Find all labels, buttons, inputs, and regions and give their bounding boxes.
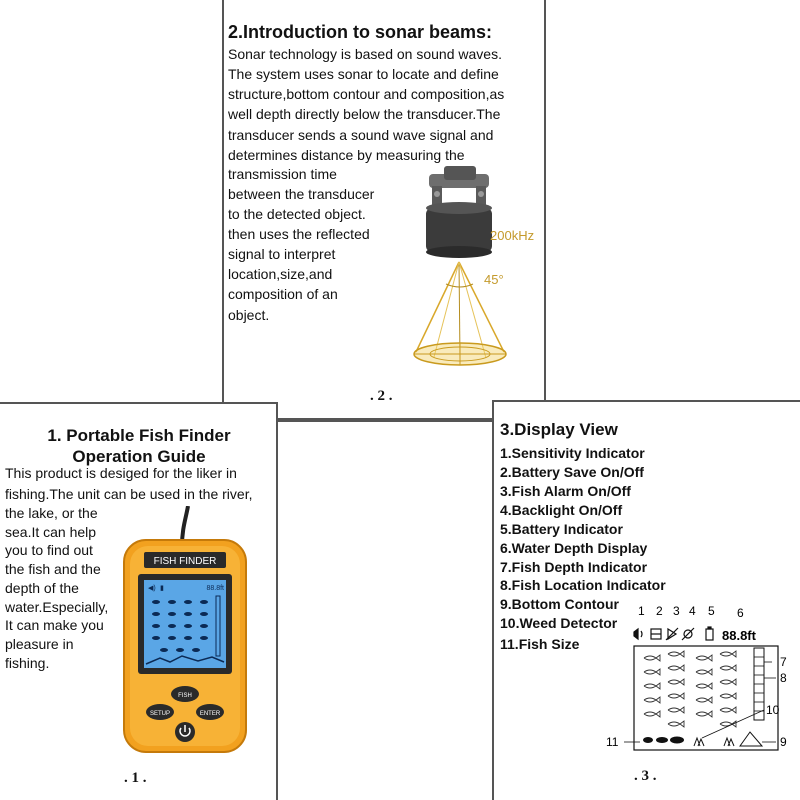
fish-icon <box>168 600 176 604</box>
page3-title: 3.Display View <box>500 420 618 439</box>
device-screen <box>144 580 226 668</box>
fish-location-icon <box>696 697 712 703</box>
page1-text-line: depth of the <box>5 580 79 596</box>
page2-text-line: composition of an <box>228 286 338 302</box>
fish-icon <box>184 612 192 616</box>
transducer-body-shape <box>426 208 492 252</box>
display-item: 2.Battery Save On/Off <box>500 464 644 480</box>
page-number: . 2 . <box>370 388 393 404</box>
device-sensitivity-icon: ◀) <box>148 585 156 592</box>
display-item: 10.Weed Detector <box>500 615 618 631</box>
page1-text-line: fishing.The unit can be used in the river, <box>5 486 253 502</box>
fish-icon <box>152 600 160 604</box>
lcd-screen-frame <box>634 646 778 750</box>
page1-text-line: you to find out <box>5 542 93 558</box>
beam-edge-line <box>416 262 459 352</box>
enter-button-label: ENTER <box>199 711 221 717</box>
page2-text-line: to the detected object. <box>228 206 366 222</box>
fish-location-icon <box>720 665 736 671</box>
fish-size-medium-icon <box>656 737 668 743</box>
transducer-sonar-figure <box>394 162 544 380</box>
callout-number: 5 <box>708 604 715 618</box>
fish-location-icon <box>720 679 736 685</box>
page2-text-line: location,size,and <box>228 266 333 282</box>
fish-finder-device <box>120 506 250 756</box>
fish-location-icon <box>644 711 660 717</box>
fish-location-icon <box>668 693 684 699</box>
fish-location-icon <box>644 697 660 703</box>
fish-icon <box>200 636 208 640</box>
page-1 <box>0 402 278 800</box>
display-item: 5.Battery Indicator <box>500 521 623 537</box>
callout-number: 11 <box>606 735 619 749</box>
fish-location-icon <box>644 669 660 675</box>
page1-text-line: water.Especially, <box>5 599 109 615</box>
fish-location-icon <box>720 651 736 657</box>
battery-tip-icon <box>708 627 711 629</box>
device-battery-icon: ▮ <box>160 585 164 592</box>
fish-size-small-icon <box>643 737 653 743</box>
page2-text-line: object. <box>228 307 270 323</box>
fish-icon <box>168 612 176 616</box>
display-item: 7.Fish Depth Indicator <box>500 559 648 575</box>
page-number: . 3 . <box>634 768 657 784</box>
page2-text-line: then uses the reflected <box>228 226 370 242</box>
page2-title: 2.Introduction to sonar beams: <box>228 22 493 42</box>
page2-text-line: well depth directly below the transducer.The <box>228 106 501 122</box>
fish-icon <box>200 612 208 616</box>
lcd-display-diagram <box>604 598 800 758</box>
fish-size-large-icon <box>670 737 684 744</box>
fish-icon <box>152 612 160 616</box>
page1-text-line: the fish and the <box>5 561 101 577</box>
page2-text-line: The system uses sonar to locate and define <box>228 66 499 82</box>
display-item: 11.Fish Size <box>500 636 580 652</box>
fish-location-icon <box>720 693 736 699</box>
fish-button-label: FISH <box>178 693 192 699</box>
fish-location-icon <box>668 651 684 657</box>
page2-text-line: signal to interpret <box>228 246 336 262</box>
fish-location-icon <box>696 669 712 675</box>
fish-location-icon <box>668 679 684 685</box>
callout-number: 10 <box>766 703 780 717</box>
page1-text-line: pleasure in <box>5 636 74 652</box>
fish-location-icon <box>644 655 660 661</box>
page2-text-line: transducer sends a sound wave signal and <box>228 127 494 143</box>
fish-location-icon <box>644 683 660 689</box>
bracket-top-shape <box>444 166 476 180</box>
page1-title-line2: Operation Guide <box>72 447 206 466</box>
page2-text-line: between the transducer <box>228 186 375 202</box>
callout-number: 9 <box>780 735 787 749</box>
sensitivity-wave-icon <box>641 631 642 637</box>
battery-indicator-icon <box>706 629 713 640</box>
callout-leader-line <box>702 710 764 738</box>
fish-icon <box>192 648 200 652</box>
fish-icon <box>152 636 160 640</box>
display-item: 1.Sensitivity Indicator <box>500 445 645 461</box>
page-2 <box>222 0 546 420</box>
callout-number: 4 <box>689 604 696 618</box>
display-item: 9.Bottom Contour <box>500 596 619 612</box>
fish-icon <box>168 636 176 640</box>
fish-icon <box>168 624 176 628</box>
device-brand-label: FISH FINDER <box>153 556 217 567</box>
weed-detector-icon <box>694 738 704 746</box>
fish-icon <box>184 636 192 640</box>
device-depth-readout: 88.8ft <box>206 585 224 592</box>
page1-text-line: sea.It can help <box>5 524 97 540</box>
display-item: 6.Water Depth Display <box>500 540 648 556</box>
fish-icon <box>184 624 192 628</box>
display-item: 8.Fish Location Indicator <box>500 577 666 593</box>
water-depth-display: 88.8ft <box>722 628 756 643</box>
angle-label: 45° <box>484 272 504 287</box>
bottom-contour-icon <box>740 732 762 746</box>
page-number: . 1 . <box>124 770 147 786</box>
callout-number: 2 <box>656 604 663 618</box>
page1-text-line: It can make you <box>5 617 104 633</box>
fish-icon <box>152 624 160 628</box>
page1-text-line: fishing. <box>5 655 50 671</box>
page2-text-line: determines distance by measuring the <box>228 147 465 163</box>
callout-number: 7 <box>780 655 787 669</box>
page2-text-line: transmission time <box>228 166 337 182</box>
fish-icon <box>200 624 208 628</box>
callout-number: 8 <box>780 671 787 685</box>
page1-text-line: the lake, or the <box>5 505 98 521</box>
display-item: 4.Backlight On/Off <box>500 502 623 518</box>
callout-number: 6 <box>737 606 744 620</box>
fish-location-icon <box>696 711 712 717</box>
sensitivity-icon <box>634 629 638 639</box>
fish-location-icon <box>668 665 684 671</box>
fish-location-icon <box>668 721 684 727</box>
transducer-bottom-shape <box>426 246 492 258</box>
fish-icon <box>176 648 184 652</box>
bolt-shape <box>478 191 484 197</box>
fish-location-icon <box>696 655 712 661</box>
fish-location-icon <box>720 707 736 713</box>
bolt-shape <box>434 191 440 197</box>
fish-location-icon <box>668 707 684 713</box>
page-3 <box>492 400 800 800</box>
callout-number: 1 <box>638 604 645 618</box>
fish-icon <box>184 600 192 604</box>
frequency-label: 200kHz <box>490 228 535 243</box>
page2-text-line: structure,bottom contour and composition,as <box>228 86 505 102</box>
fish-location-icon <box>696 683 712 689</box>
page1-text-line: This product is desiged for the liker in <box>5 465 237 481</box>
weed-icon <box>724 738 734 746</box>
page1-title-line1: 1. Portable Fish Finder <box>47 426 231 445</box>
transducer-top-shape <box>426 202 492 214</box>
fish-icon <box>160 648 168 652</box>
page-divider-line <box>276 420 494 422</box>
fish-icon <box>200 600 208 604</box>
callout-number: 3 <box>673 604 680 618</box>
display-item: 3.Fish Alarm On/Off <box>500 483 631 499</box>
page2-text-line: Sonar technology is based on sound waves. <box>228 46 502 62</box>
setup-button-label: SETUP <box>149 711 171 717</box>
